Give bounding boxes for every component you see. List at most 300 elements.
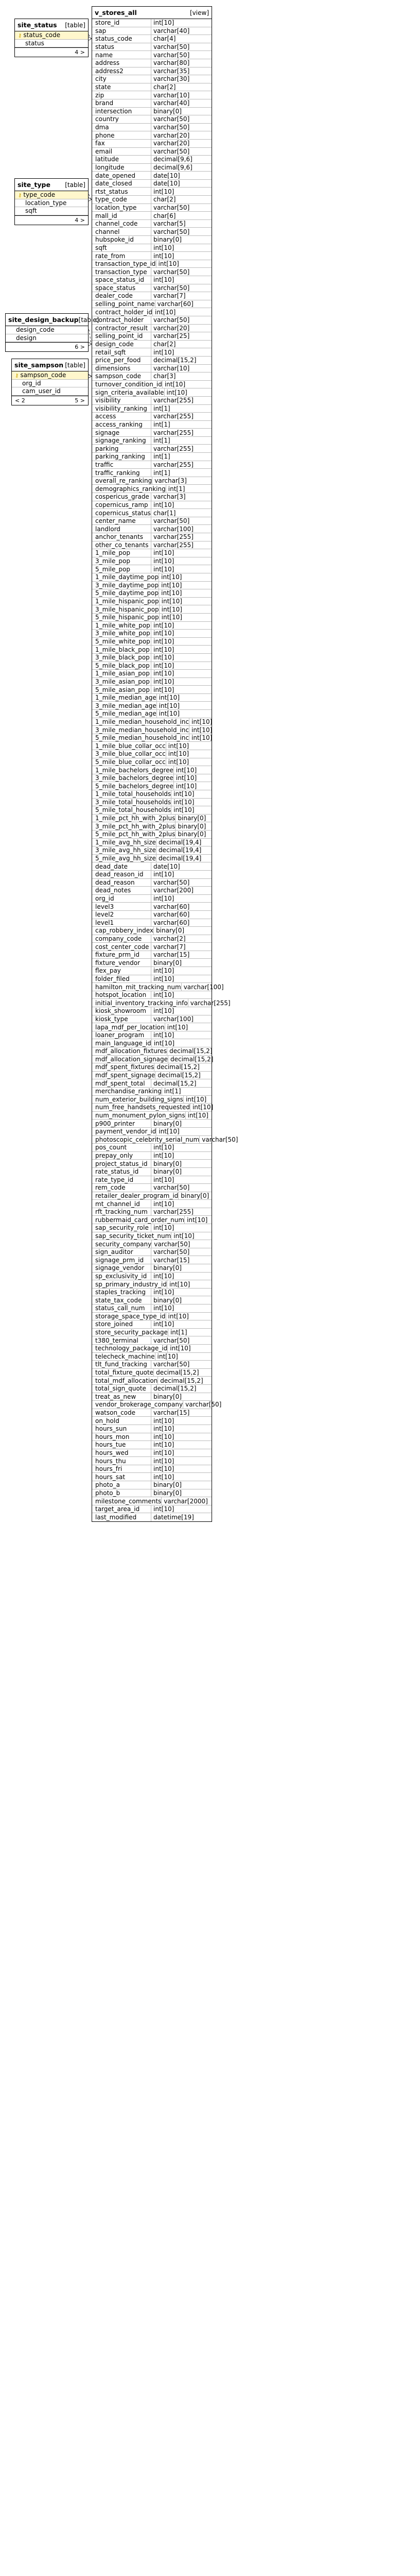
column-row[interactable] — [92, 1345, 212, 1353]
column-row[interactable] — [92, 919, 212, 927]
column-row[interactable] — [92, 573, 212, 582]
column-row[interactable] — [92, 1336, 212, 1345]
column-row[interactable] — [92, 742, 212, 750]
column-row[interactable] — [92, 694, 212, 702]
column-row[interactable] — [92, 1023, 212, 1031]
column-row[interactable] — [92, 1248, 212, 1257]
column-row[interactable] — [92, 935, 212, 943]
column-type: binary[0] — [175, 831, 212, 838]
column-type: binary[0] — [151, 959, 212, 967]
column-row[interactable] — [92, 678, 212, 686]
column-row[interactable] — [92, 27, 212, 36]
column-row[interactable] — [92, 1264, 212, 1273]
column-row[interactable] — [92, 975, 212, 984]
column-row[interactable] — [92, 1505, 212, 1514]
column-row[interactable] — [92, 1361, 212, 1369]
column-type: int[10] — [173, 782, 212, 790]
column-row[interactable] — [92, 108, 212, 116]
column-row[interactable] — [92, 91, 212, 99]
column-row[interactable] — [92, 332, 212, 341]
column-name: copernicus_ramp — [95, 501, 148, 509]
column-type: varchar[50] — [183, 1401, 221, 1409]
column-row[interactable] — [92, 806, 212, 815]
column-row[interactable] — [92, 1015, 212, 1024]
column-list — [92, 19, 238, 1521]
column-row[interactable] — [92, 1216, 212, 1224]
column-name: 3_mile_pct_hh_with_2plus — [95, 822, 176, 830]
column-name: email — [95, 147, 113, 155]
column-row[interactable] — [92, 1079, 212, 1088]
column-row[interactable] — [92, 1208, 212, 1216]
column-name: 1_mile_total_households — [95, 790, 171, 798]
column-row[interactable] — [92, 509, 212, 517]
column-row[interactable] — [92, 951, 212, 959]
column-row[interactable] — [92, 372, 212, 381]
column-row[interactable] — [92, 1329, 212, 1337]
column-row[interactable] — [92, 148, 212, 156]
column-name: level3 — [95, 903, 114, 910]
column-type: varchar[255] — [151, 429, 212, 436]
column-row[interactable] — [92, 1232, 212, 1241]
column-row[interactable] — [92, 1136, 238, 1144]
column-row[interactable] — [92, 815, 212, 823]
column-type: varchar[20] — [151, 131, 212, 139]
column-row[interactable] — [92, 734, 212, 742]
column-name: dead_reason — [95, 878, 135, 886]
column-row[interactable] — [92, 388, 212, 397]
column-row[interactable] — [92, 124, 212, 132]
column-row[interactable] — [92, 493, 212, 501]
column-row[interactable] — [92, 204, 212, 212]
column-row[interactable] — [92, 140, 212, 148]
column-row[interactable] — [92, 1273, 212, 1281]
column-row[interactable] — [92, 750, 212, 758]
column-row[interactable] — [92, 871, 212, 879]
column-type: varchar[100] — [151, 525, 212, 533]
column-name: rem_code — [95, 1184, 126, 1192]
column-row[interactable] — [92, 381, 212, 389]
column-row[interactable] — [92, 1425, 212, 1433]
column-type: decimal[9,6] — [151, 156, 212, 163]
column-row[interactable] — [92, 357, 212, 365]
column-row[interactable] — [92, 1401, 222, 1409]
column-row[interactable] — [92, 1417, 212, 1425]
column-row[interactable] — [92, 1304, 212, 1313]
column-row[interactable] — [92, 156, 212, 164]
column-row[interactable] — [92, 895, 212, 903]
column-row[interactable] — [92, 260, 212, 268]
column-row[interactable] — [6, 326, 88, 334]
column-row[interactable] — [92, 453, 212, 461]
column-row[interactable] — [92, 445, 212, 453]
column-row[interactable] — [92, 1184, 212, 1192]
column-name: selling_point_id — [95, 332, 143, 340]
column-row[interactable] — [92, 525, 212, 533]
column-row[interactable] — [92, 1088, 212, 1096]
column-type: decimal[19,4] — [156, 846, 212, 854]
column-type: int[10] — [151, 975, 212, 983]
column-name: sampson_code — [95, 372, 142, 380]
column-row[interactable] — [12, 371, 88, 380]
column-row[interactable] — [92, 348, 212, 357]
column-name: lapa_mdf_per_location — [95, 1023, 165, 1031]
column-row[interactable] — [92, 397, 212, 405]
column-row[interactable] — [92, 19, 212, 27]
column-type: int[10] — [173, 766, 212, 774]
column-row[interactable] — [92, 622, 212, 630]
column-row[interactable] — [92, 1433, 212, 1442]
column-type: int[10] — [189, 734, 212, 742]
column-name: state_tax_code — [95, 1296, 142, 1304]
column-type: decimal[9,6] — [151, 164, 212, 172]
column-row[interactable] — [92, 316, 212, 325]
column-row[interactable] — [92, 1409, 212, 1417]
column-row[interactable] — [92, 605, 212, 614]
column-row[interactable] — [92, 517, 212, 526]
column-row[interactable] — [92, 1296, 212, 1304]
column-row[interactable] — [12, 380, 88, 388]
column-type: binary[0] — [151, 1160, 212, 1167]
column-row[interactable] — [92, 879, 212, 887]
column-row[interactable] — [92, 228, 212, 236]
column-row[interactable] — [92, 1393, 212, 1401]
column-type: binary[0] — [151, 1481, 212, 1489]
column-row[interactable] — [92, 822, 212, 831]
column-type: int[10] — [151, 1449, 212, 1457]
column-row[interactable] — [92, 67, 212, 76]
column-type: int[10] — [171, 1232, 212, 1240]
column-name: longitude — [95, 163, 125, 171]
column-type: int[10] — [166, 758, 212, 766]
column-row[interactable] — [92, 862, 212, 871]
column-row[interactable] — [92, 790, 212, 799]
column-name: sap_security_role — [95, 1224, 149, 1232]
column-name: selling_point_name — [95, 300, 155, 308]
column-row[interactable] — [92, 99, 212, 108]
column-type: binary[0] — [151, 1264, 212, 1272]
column-row[interactable] — [15, 191, 88, 199]
column-row[interactable] — [92, 557, 212, 566]
column-name: state — [95, 83, 111, 91]
column-row[interactable] — [92, 485, 212, 493]
column-row[interactable] — [92, 35, 212, 43]
column-row[interactable] — [92, 1353, 212, 1361]
column-row[interactable] — [92, 172, 212, 180]
column-row[interactable] — [92, 477, 212, 485]
column-type: binary[0] — [151, 1489, 212, 1497]
column-name: flex_pay — [95, 967, 121, 975]
column-name: dma — [95, 124, 109, 131]
column-row[interactable] — [92, 188, 212, 196]
column-row[interactable] — [92, 1497, 212, 1505]
column-type: int[10] — [167, 1280, 212, 1288]
column-row[interactable] — [92, 300, 212, 309]
table-name[interactable]: v_stores_all — [95, 9, 137, 16]
column-row[interactable] — [92, 1481, 212, 1489]
column-row[interactable] — [92, 268, 212, 276]
column-row[interactable] — [92, 670, 212, 678]
column-row[interactable] — [15, 207, 88, 215]
column-row[interactable] — [92, 903, 212, 911]
column-name: 1_mile_median_household_inc — [95, 718, 189, 725]
column-row[interactable] — [92, 846, 212, 855]
column-name: copernicus_status — [95, 509, 151, 517]
column-type: int[10] — [159, 605, 212, 613]
column-type: varchar[50] — [151, 124, 212, 131]
column-row[interactable] — [92, 614, 212, 622]
column-row[interactable] — [92, 1224, 212, 1232]
column-row[interactable] — [92, 582, 212, 590]
column-row[interactable] — [92, 598, 212, 606]
column-row[interactable] — [92, 1096, 212, 1104]
column-type: varchar[50] — [151, 148, 212, 156]
column-row[interactable] — [92, 959, 212, 967]
column-name: org_id — [95, 895, 114, 903]
column-name: parking — [95, 445, 119, 452]
column-name: store_joined — [95, 1320, 133, 1328]
column-type: int[10] — [159, 614, 212, 621]
column-row[interactable] — [92, 1200, 212, 1208]
column-row[interactable] — [92, 943, 212, 951]
table-site-sampson — [11, 359, 89, 405]
column-row[interactable] — [92, 1160, 212, 1168]
column-type: decimal[15,2] — [168, 1056, 213, 1063]
table-name[interactable]: site_sampson — [14, 361, 64, 369]
column-type: int[10] — [151, 1433, 212, 1441]
column-type: varchar[3] — [151, 493, 212, 501]
table-name[interactable]: site_design_backup — [8, 316, 79, 324]
column-row[interactable] — [92, 461, 212, 469]
column-type: int[10] — [159, 582, 212, 589]
column-row[interactable] — [15, 199, 88, 208]
column-name: 3_mile_white_pop — [95, 630, 150, 637]
column-row[interactable] — [92, 1120, 212, 1128]
column-row[interactable] — [92, 1457, 212, 1465]
column-row[interactable] — [92, 855, 212, 863]
column-row[interactable] — [15, 31, 88, 40]
column-row[interactable] — [92, 782, 212, 790]
table-name[interactable]: site_type — [18, 181, 50, 189]
column-row[interactable] — [92, 758, 212, 767]
column-row[interactable] — [12, 387, 88, 396]
column-name: level1 — [95, 919, 114, 926]
column-row[interactable] — [92, 533, 212, 541]
column-row[interactable] — [92, 365, 212, 373]
column-row[interactable] — [92, 1063, 212, 1072]
column-name: contractor_result — [95, 324, 148, 332]
column-row[interactable] — [92, 1047, 212, 1056]
column-row[interactable] — [92, 1072, 212, 1080]
table-footer — [15, 215, 88, 225]
column-row[interactable] — [92, 75, 212, 83]
column-row[interactable] — [92, 1112, 212, 1120]
column-row[interactable] — [92, 308, 212, 316]
column-name: status — [25, 39, 44, 47]
column-row[interactable] — [92, 276, 212, 284]
column-row[interactable] — [92, 911, 212, 919]
column-type: varchar[255] — [151, 1208, 212, 1216]
column-row[interactable] — [92, 164, 212, 172]
table-v-stores-all — [92, 6, 238, 1522]
column-row[interactable] — [92, 999, 231, 1007]
column-row[interactable] — [92, 1240, 212, 1248]
column-row[interactable] — [92, 1513, 212, 1521]
column-row[interactable] — [92, 1320, 212, 1329]
column-row[interactable] — [92, 212, 212, 220]
column-type: decimal[19,4] — [156, 855, 212, 862]
column-row[interactable] — [92, 549, 212, 557]
column-type: varchar[15] — [151, 1409, 212, 1417]
column-type: int[10] — [183, 1096, 212, 1104]
column-type: int[10] — [151, 557, 212, 565]
column-row[interactable] — [92, 991, 212, 999]
column-row[interactable] — [92, 1489, 212, 1498]
column-type: decimal[15,2] — [157, 1377, 212, 1384]
column-row[interactable] — [92, 887, 212, 895]
column-type: int[10] — [151, 1289, 212, 1296]
column-row[interactable] — [92, 1144, 212, 1152]
column-row[interactable] — [6, 334, 88, 343]
column-row[interactable] — [92, 341, 212, 349]
column-row[interactable] — [92, 501, 212, 510]
column-row[interactable] — [92, 244, 212, 252]
column-type: binary[0] — [151, 1168, 212, 1176]
column-row[interactable] — [92, 413, 212, 421]
column-row[interactable] — [15, 40, 88, 48]
column-name: 5_mile_black_pop — [95, 662, 150, 669]
column-type: int[10] — [156, 260, 212, 268]
column-row[interactable] — [92, 662, 212, 670]
column-row[interactable] — [92, 1104, 212, 1112]
column-row[interactable] — [92, 1441, 212, 1449]
column-row[interactable] — [92, 220, 212, 228]
column-row[interactable] — [92, 1168, 212, 1176]
column-row[interactable] — [92, 1176, 212, 1184]
column-name: 3_mile_daytime_pop — [95, 581, 159, 589]
column-row[interactable] — [92, 799, 212, 807]
column-row[interactable] — [92, 710, 212, 718]
column-row[interactable] — [92, 1473, 212, 1481]
column-row[interactable] — [92, 1280, 212, 1289]
column-row[interactable] — [92, 252, 212, 260]
column-name: brand — [95, 99, 114, 107]
column-row[interactable] — [92, 967, 212, 975]
table-kind: [table] — [65, 361, 85, 369]
column-row[interactable] — [92, 1369, 212, 1377]
column-row[interactable] — [92, 1128, 212, 1136]
column-type: datetime[19] — [151, 1513, 212, 1521]
column-type: int[10] — [151, 871, 212, 878]
column-row[interactable] — [92, 565, 212, 573]
column-row[interactable] — [92, 43, 212, 52]
column-row[interactable] — [92, 766, 212, 774]
column-type: int[10] — [159, 598, 212, 605]
column-row[interactable] — [92, 654, 212, 662]
column-row[interactable] — [92, 646, 212, 654]
column-row[interactable] — [92, 1449, 212, 1458]
column-type: varchar[5] — [151, 220, 212, 228]
column-row[interactable] — [92, 115, 212, 124]
column-row[interactable] — [92, 429, 212, 437]
column-type: decimal[15,2] — [151, 1079, 212, 1087]
column-row[interactable] — [92, 589, 212, 598]
column-row[interactable] — [92, 1313, 212, 1321]
column-name: type_code — [23, 191, 56, 199]
column-type: int[10] — [151, 19, 212, 27]
table-kind: [view] — [190, 9, 209, 16]
column-name: signage — [95, 429, 120, 436]
column-name: sap — [95, 27, 107, 35]
column-row[interactable] — [92, 437, 212, 445]
column-row[interactable] — [92, 1056, 212, 1064]
column-type: int[10] — [151, 895, 212, 903]
column-row[interactable] — [92, 83, 212, 92]
column-row[interactable] — [92, 1465, 212, 1473]
footer-children-count: 4 > — [75, 49, 85, 56]
column-row[interactable] — [92, 196, 212, 204]
column-row[interactable] — [92, 1377, 212, 1385]
column-name: hours_sun — [95, 1425, 127, 1433]
column-row[interactable] — [92, 839, 212, 847]
column-name: milestone_comments — [95, 1497, 162, 1505]
column-row[interactable] — [92, 1007, 212, 1015]
column-row[interactable] — [92, 630, 212, 638]
column-type: varchar[200] — [151, 887, 212, 894]
column-name: turnover_condition_id — [95, 381, 162, 388]
column-row[interactable] — [92, 1031, 212, 1040]
column-type: int[10] — [166, 1313, 212, 1320]
column-type: varchar[10] — [151, 91, 212, 99]
column-row[interactable] — [92, 686, 212, 694]
column-row[interactable] — [92, 180, 212, 188]
column-row[interactable] — [92, 51, 212, 59]
column-row[interactable] — [92, 831, 212, 839]
column-type: char[1] — [151, 509, 212, 517]
column-row[interactable] — [92, 236, 212, 244]
column-row[interactable] — [92, 131, 212, 140]
column-row[interactable] — [92, 541, 212, 550]
column-row[interactable] — [92, 702, 212, 710]
column-row[interactable] — [92, 1192, 212, 1200]
column-row[interactable] — [92, 1152, 212, 1160]
column-row[interactable] — [92, 638, 212, 646]
column-row[interactable] — [92, 421, 212, 429]
column-row[interactable] — [92, 292, 212, 300]
column-row[interactable] — [92, 469, 212, 477]
column-name: dead_notes — [95, 887, 131, 894]
column-name: address — [95, 59, 120, 67]
column-row[interactable] — [92, 1256, 212, 1264]
column-row[interactable] — [92, 718, 212, 726]
table-header — [12, 359, 88, 371]
column-row[interactable] — [92, 405, 212, 413]
column-name: loaner_program — [95, 1031, 145, 1039]
table-name[interactable]: site_status — [18, 21, 57, 29]
column-row[interactable] — [92, 983, 224, 991]
column-row[interactable] — [92, 726, 212, 734]
column-row[interactable] — [92, 325, 212, 333]
column-row[interactable] — [92, 1039, 212, 1047]
column-name: status_code — [95, 35, 132, 43]
column-row[interactable] — [92, 774, 212, 783]
column-type: int[10] — [151, 252, 212, 260]
column-type: varchar[50] — [151, 1336, 212, 1344]
column-row[interactable] — [92, 284, 212, 293]
column-row[interactable] — [92, 1289, 212, 1297]
column-row[interactable] — [92, 927, 212, 935]
column-row[interactable] — [92, 1385, 212, 1393]
column-row[interactable] — [92, 59, 212, 67]
